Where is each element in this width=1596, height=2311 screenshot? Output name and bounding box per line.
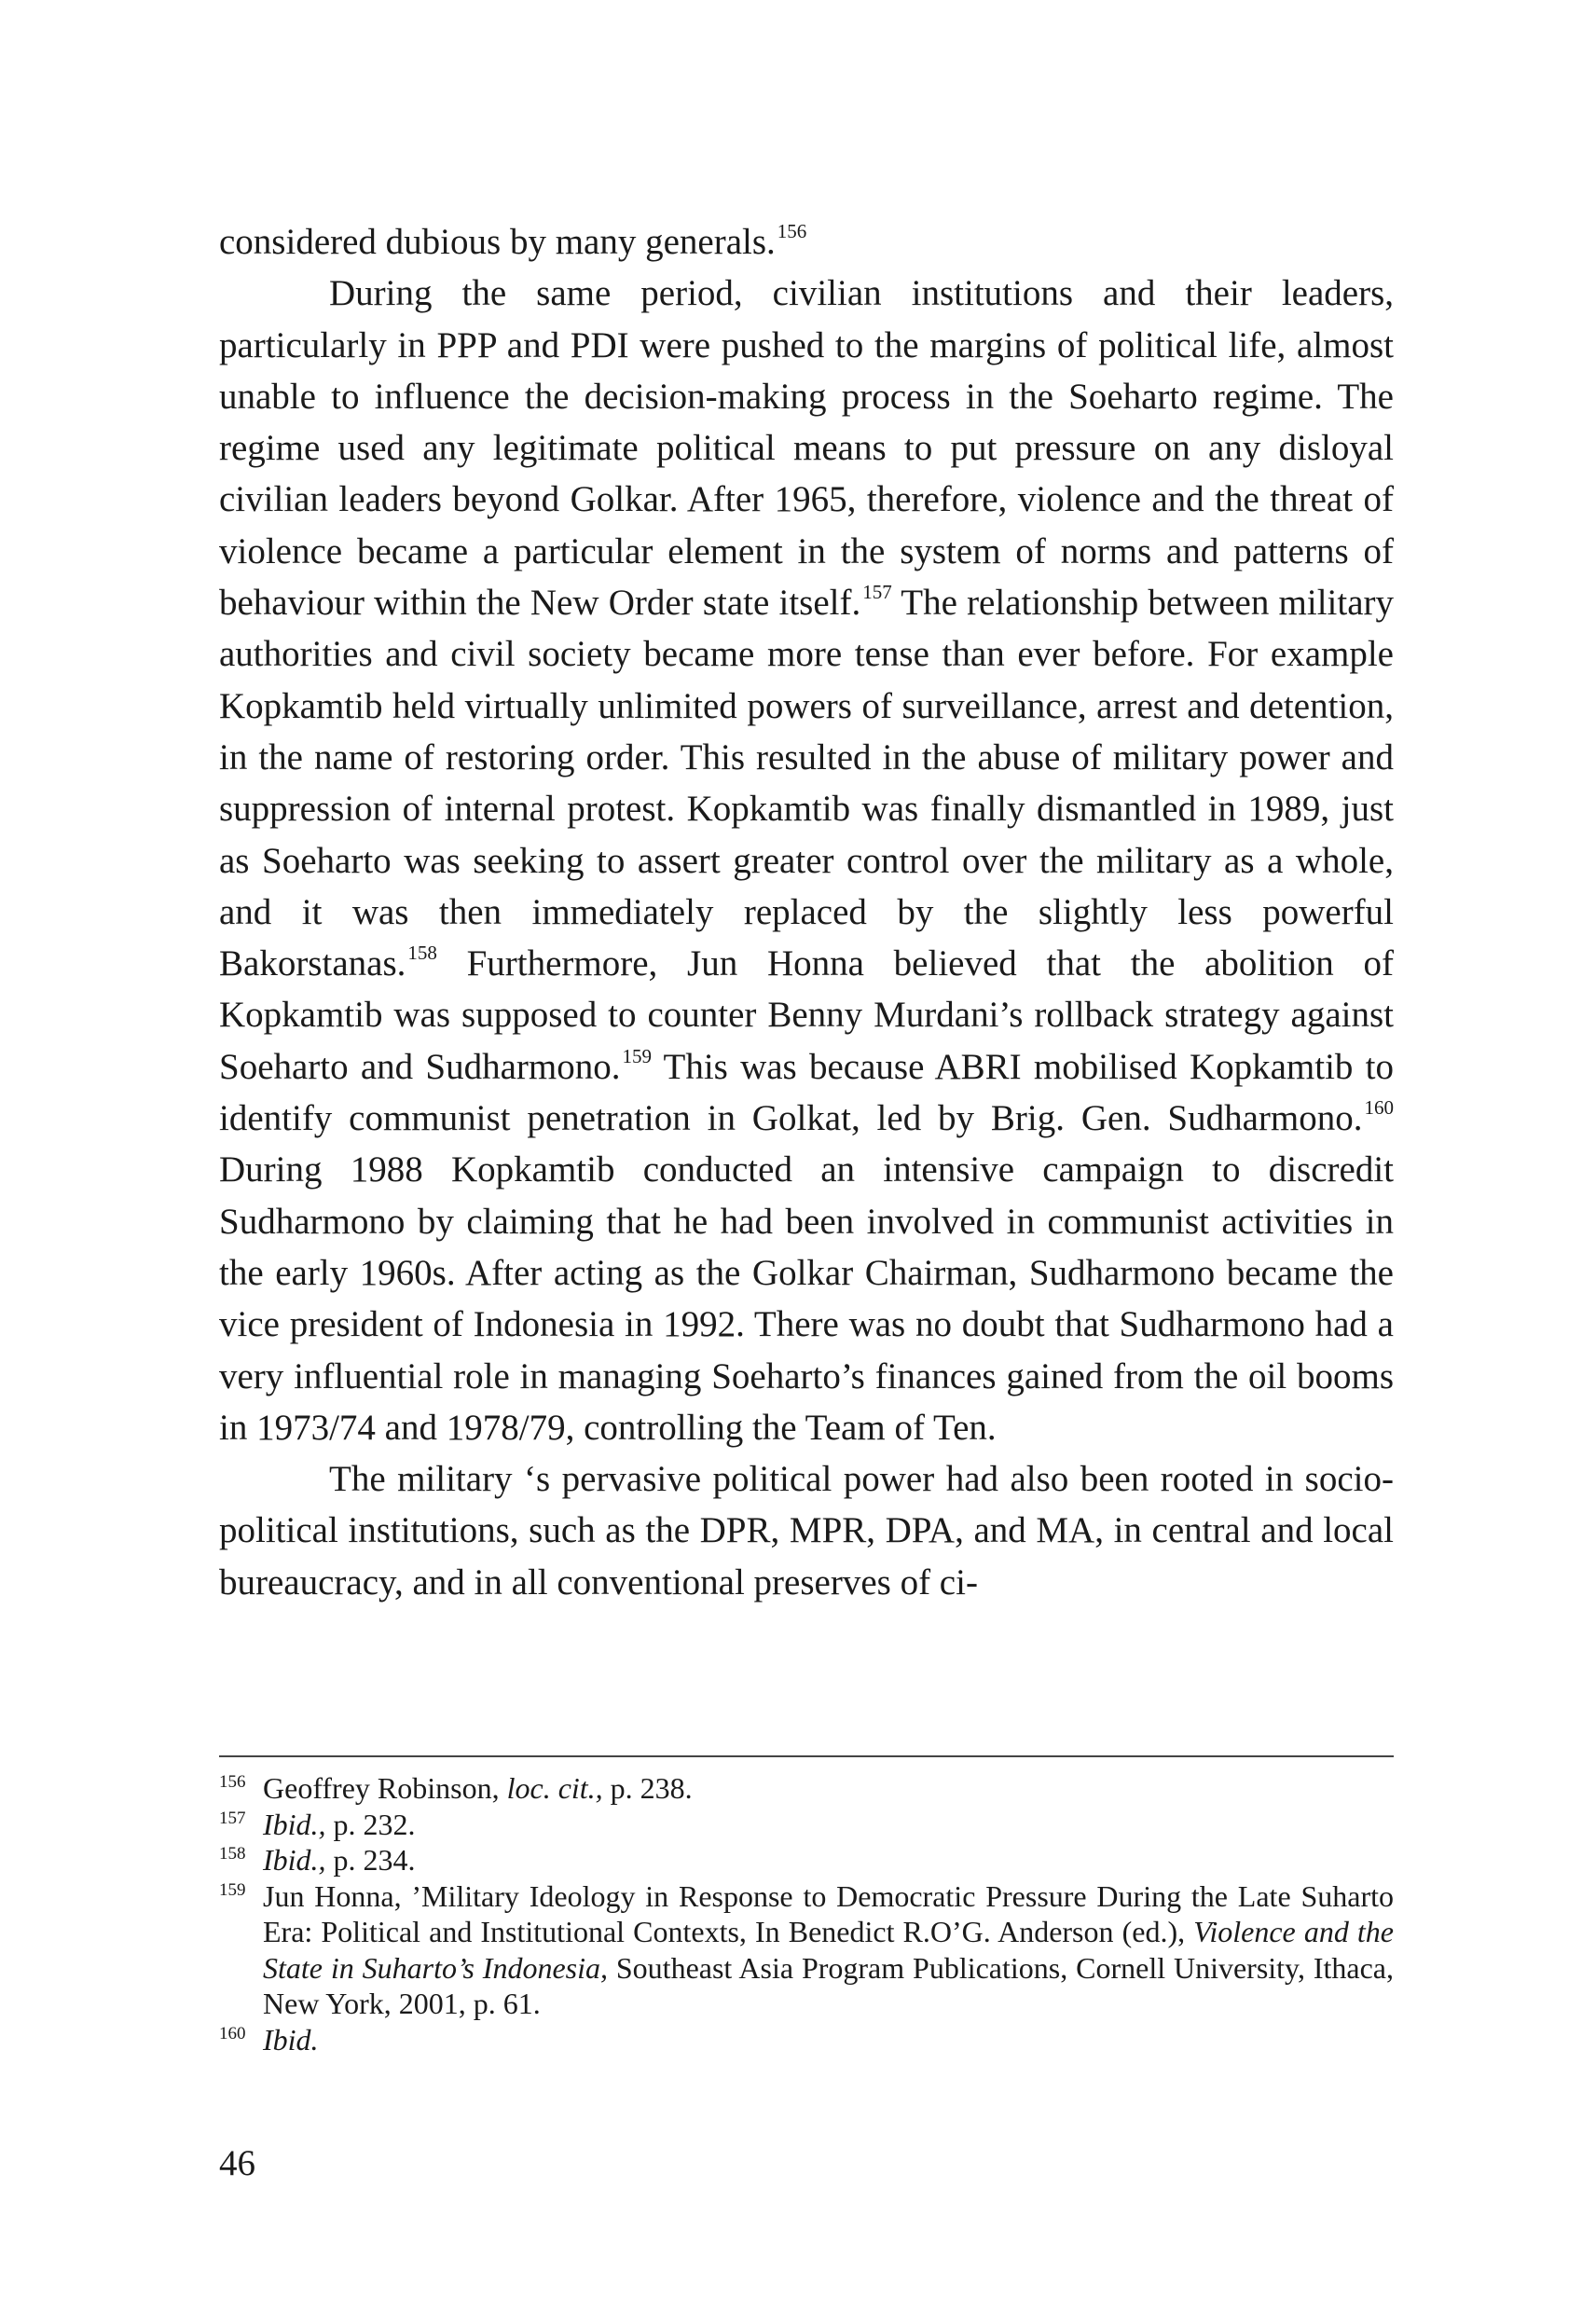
paragraph-2-seg1: During the same period, civilian institutions and their leaders, particularly in PPP and PDI were pushed to the margins of political life, almost unable to influence the decision-making process in the Soeharto regime. The regime used any legitimate political means to put pressure on any disloyal civilian leaders beyond Golkar. After 1965, therefore, violence and the threat of violence became a particular element in the system of norms and patterns of behaviour within the New Order state itself. <box>219 273 1394 624</box>
paragraph-3 <box>219 1453 1394 1608</box>
footnote-number: 160 <box>219 2023 246 2043</box>
footnote-159 <box>219 1878 1394 2022</box>
footnote-number: 159 <box>219 1879 246 1900</box>
footnotes <box>219 1770 1394 2057</box>
footnote-italic: Ibid. <box>263 2022 319 2057</box>
footnote-number: 158 <box>219 1844 246 1864</box>
footnote-text-end: Southeast Asia Program Publications, Cornell University, Ithaca, New York, 2001, p. 61. <box>263 1950 1395 2020</box>
page-number: 46 <box>219 2143 255 2183</box>
footnote-ref-156[interactable]: 156 <box>777 220 807 242</box>
footnote-156 <box>219 1770 1394 1807</box>
footnote-ref-158[interactable]: 158 <box>407 942 437 965</box>
paragraph-2-seg4: This was because ABRI mobilised Kopkamtib to identify communist penetration in Golkat, led by Brig. Gen. Sudharmono. <box>219 1046 1394 1139</box>
footnote-157 <box>219 1807 1394 1843</box>
footnote-text-end: p. 238. <box>602 1771 693 1805</box>
main-text <box>219 216 1394 1608</box>
paragraph-2-seg2: The relationship between military authorities and civil society became more tense than ever before. For example Kopkamtib held virtually unlimited powers of surveillance, arrest and detention, in the name of restoring order. This resulted in the abuse of military power and suppression of internal protest. Kopkamtib was finally dismantled in 1989, just as Soeharto was seeking to assert greater control over the military as a whole, and it was then immediately replaced by the slightly less powerful Bakorstanas. <box>219 583 1395 984</box>
footnote-ref-159[interactable]: 159 <box>622 1044 652 1067</box>
footnote-158 <box>219 1842 1394 1878</box>
footnote-number: 157 <box>219 1808 246 1828</box>
footnote-italic: Ibid., <box>263 1807 326 1841</box>
body-text <box>219 216 1394 1608</box>
footnote-italic: loc. cit., <box>506 1771 603 1805</box>
footnote-divider <box>219 1755 1394 1757</box>
footnote-italic: Ibid., <box>263 1843 326 1877</box>
footnote-text-end: p. 232. <box>325 1807 416 1841</box>
paragraph-1 <box>219 216 1394 268</box>
paragraph-1-text: considered dubious by many generals. <box>219 222 776 262</box>
footnote-text: Geoffrey Robinson, <box>263 1771 507 1805</box>
footnote-ref-157[interactable]: 157 <box>862 581 892 604</box>
paragraph-2-seg5: During 1988 Kopkamtib conducted an intensive campaign to discredit Sudharmono by claiming that he had been involved in communist activities in the early 1960s. After acting as the Golkar Chairman, Sudharmono became the vice president of Indonesia in 1992. There was no doubt that Sudharmono had a very influential role in managing Soeharto’s finances gained from the oil booms in 1973/74 and 1978/79, controlling the Team of Ten. <box>219 1149 1394 1448</box>
paragraph-2-seg3: Furthermore, Jun Honna believed that the abolition of Kopkamtib was supposed to counter Benny Murdani’s rollback strategy against Soeharto and Sudharmono. <box>219 943 1394 1087</box>
footnote-text: Jun Honna, ’Military Ideology in Response to Democratic Pressure During the Late Suharto Era: Political and Institutional Contexts, In Benedict R.O’G. Anderson (ed.), <box>263 1878 1394 1948</box>
footnote-text-end: p. 234. <box>325 1843 416 1877</box>
paragraph-2 <box>219 268 1394 1453</box>
footnote-italic: Violence and the State in Suharto’s Indonesia, <box>263 1915 1395 1985</box>
footnote-ref-160[interactable]: 160 <box>1364 1096 1394 1120</box>
footnote-number: 156 <box>219 1772 246 1792</box>
footnote-160 <box>219 2022 1394 2058</box>
paragraph-3-text: The military ‘s pervasive political power had also been rooted in socio-political institutions, such as the DPR, MPR, DPA, and MA, in central and local bureaucracy, and in all conventional preserves of ci- <box>219 1459 1394 1603</box>
